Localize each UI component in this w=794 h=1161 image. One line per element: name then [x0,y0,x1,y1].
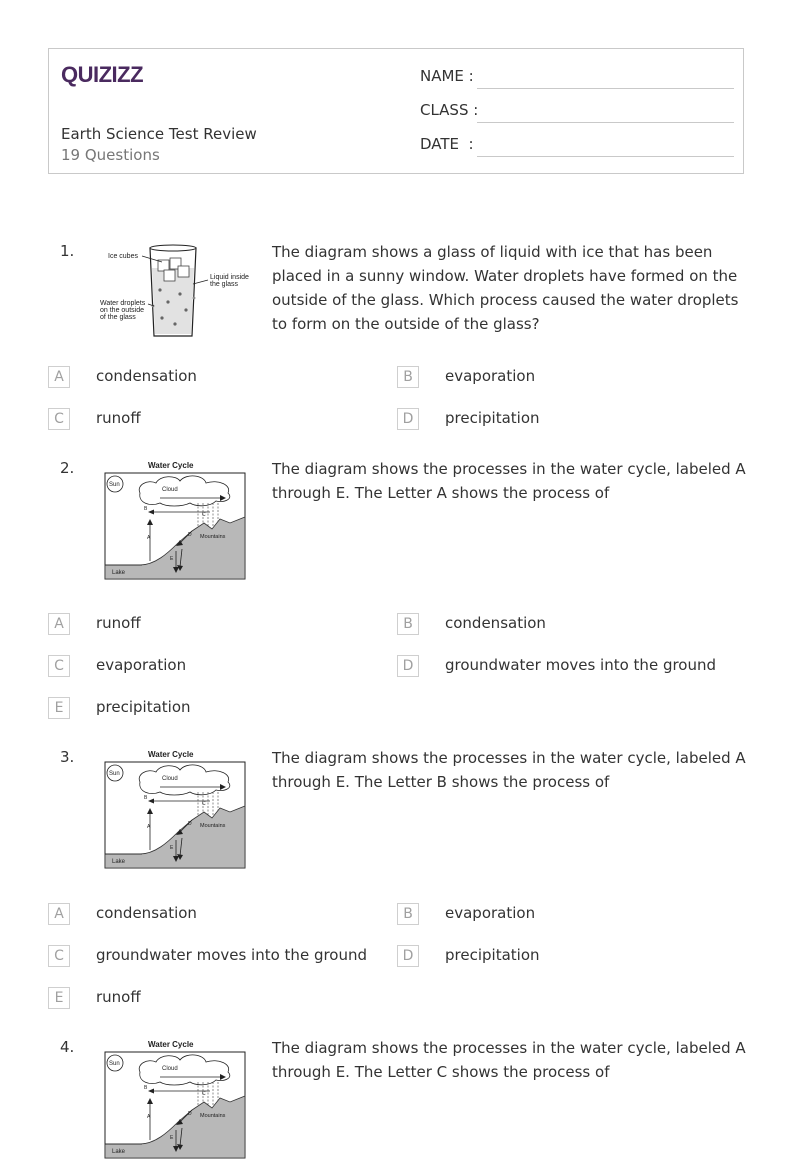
svg-text:Liquid inside: Liquid inside [210,274,249,281]
option-text: precipitation [445,946,540,964]
option-letter-box[interactable]: C [48,945,70,967]
svg-text:A: A [147,824,151,830]
svg-text:on the outside: on the outside [100,307,144,314]
svg-text:B: B [144,506,148,512]
svg-text:Cloud: Cloud [162,1066,178,1072]
svg-text:Lake: Lake [112,859,126,865]
name-line[interactable] [477,88,734,89]
question-number: 3. [60,748,75,766]
question-number: 2. [60,459,75,477]
option-letter-box[interactable]: A [48,613,70,635]
svg-text:D: D [188,532,192,538]
option-e[interactable] [48,697,348,721]
option-b[interactable] [397,903,737,927]
worksheet-title: Earth Science Test Review [61,125,257,143]
svg-text:D: D [188,1111,192,1117]
svg-text:D: D [188,821,192,827]
svg-text:C: C [202,801,206,807]
class-line[interactable] [477,122,734,123]
option-a[interactable] [48,366,348,390]
svg-text:Cloud: Cloud [162,776,178,782]
class-field[interactable] [420,101,734,125]
svg-text:Lake: Lake [112,1149,126,1155]
option-text: groundwater moves into the ground [445,656,717,674]
option-letter-box[interactable]: A [48,366,70,388]
date-label: DATE : [420,135,474,153]
svg-text:Water Cycle: Water Cycle [148,1040,194,1049]
option-text: evaporation [96,656,187,674]
option-letter-box[interactable]: D [397,655,419,677]
option-b[interactable] [397,366,737,390]
svg-text:Mountains: Mountains [200,1113,226,1119]
svg-text:the glass: the glass [210,281,239,288]
svg-text:Lake: Lake [112,570,126,576]
option-letter-box[interactable]: E [48,697,70,719]
option-text: evaporation [445,367,536,385]
option-letter-box[interactable]: B [397,903,419,925]
option-letter-box[interactable]: E [48,987,70,1009]
option-text: groundwater moves into the ground [96,946,368,964]
glass-diagram [100,240,256,340]
option-letter-box[interactable]: B [397,366,419,388]
question-text: The diagram shows the processes in the water cycle, labeled A through E. The Letter B shows the process of [272,749,746,791]
option-text: evaporation [445,904,536,922]
svg-text:A: A [147,1114,151,1120]
question-text: The diagram shows the processes in the water cycle, labeled A through E. The Letter A shows the process of [272,460,746,502]
water-cycle-diagram [100,457,250,582]
option-text: precipitation [96,698,191,716]
option-d[interactable] [397,655,737,679]
option-c[interactable] [48,655,348,679]
question-number: 1. [60,242,75,260]
option-a[interactable] [48,903,348,927]
option-c[interactable] [48,945,388,969]
option-letter-box[interactable]: B [397,613,419,635]
svg-text:Mountains: Mountains [200,534,226,540]
question-text: The diagram shows the processes in the water cycle, labeled A through E. The Letter C shows the process of [272,1039,746,1081]
name-field[interactable] [420,67,734,91]
svg-text:Sun: Sun [109,482,120,488]
quizizz-logo [61,57,153,91]
option-letter-box[interactable]: D [397,408,419,430]
svg-text:of the glass: of the glass [100,314,136,321]
date-line[interactable] [477,156,734,157]
svg-text:Water Cycle: Water Cycle [148,750,194,759]
svg-text:Sun: Sun [109,771,120,777]
option-text: runoff [96,988,141,1006]
svg-text:C: C [202,1091,206,1097]
option-e[interactable] [48,987,348,1011]
option-letter-box[interactable]: A [48,903,70,925]
option-text: condensation [445,614,546,632]
worksheet-header [48,48,744,174]
option-c[interactable] [48,408,348,432]
svg-text:Ice cubes: Ice cubes [108,253,138,260]
class-label: CLASS : [420,101,479,119]
option-text: runoff [96,614,141,632]
svg-text:B: B [144,1085,148,1091]
svg-text:QUIZIZZ: QUIZIZZ [61,62,144,87]
option-a[interactable] [48,613,348,637]
water-cycle-diagram [100,1036,250,1161]
option-letter-box[interactable]: C [48,408,70,430]
svg-text:Cloud: Cloud [162,487,178,493]
question-count: 19 Questions [61,146,160,164]
name-label: NAME : [420,67,474,85]
option-text: runoff [96,409,141,427]
option-letter-box[interactable]: C [48,655,70,677]
question-4 [0,1036,794,1155]
option-d[interactable] [397,945,737,969]
date-field[interactable] [420,135,734,159]
svg-text:E: E [170,845,174,851]
svg-text:A: A [147,535,151,541]
svg-text:Sun: Sun [109,1061,120,1067]
option-letter-box[interactable]: D [397,945,419,967]
svg-text:Water droplets: Water droplets [100,300,146,307]
question-number: 4. [60,1038,75,1056]
option-d[interactable] [397,408,737,432]
option-text: condensation [96,904,197,922]
water-cycle-diagram [100,746,250,871]
svg-text:E: E [170,556,174,562]
option-b[interactable] [397,613,737,637]
option-text: precipitation [445,409,540,427]
question-text: The diagram shows a glass of liquid with ice that has been placed in a sunny window. Water droplets have formed on the outside of the glass. Which process caused the water droplets to form on the outside of the glass? [272,243,739,333]
option-text: condensation [96,367,197,385]
svg-text:Mountains: Mountains [200,823,226,829]
svg-text:B: B [144,795,148,801]
svg-text:Water Cycle: Water Cycle [148,461,194,470]
svg-text:E: E [170,1135,174,1141]
svg-text:C: C [202,512,206,518]
